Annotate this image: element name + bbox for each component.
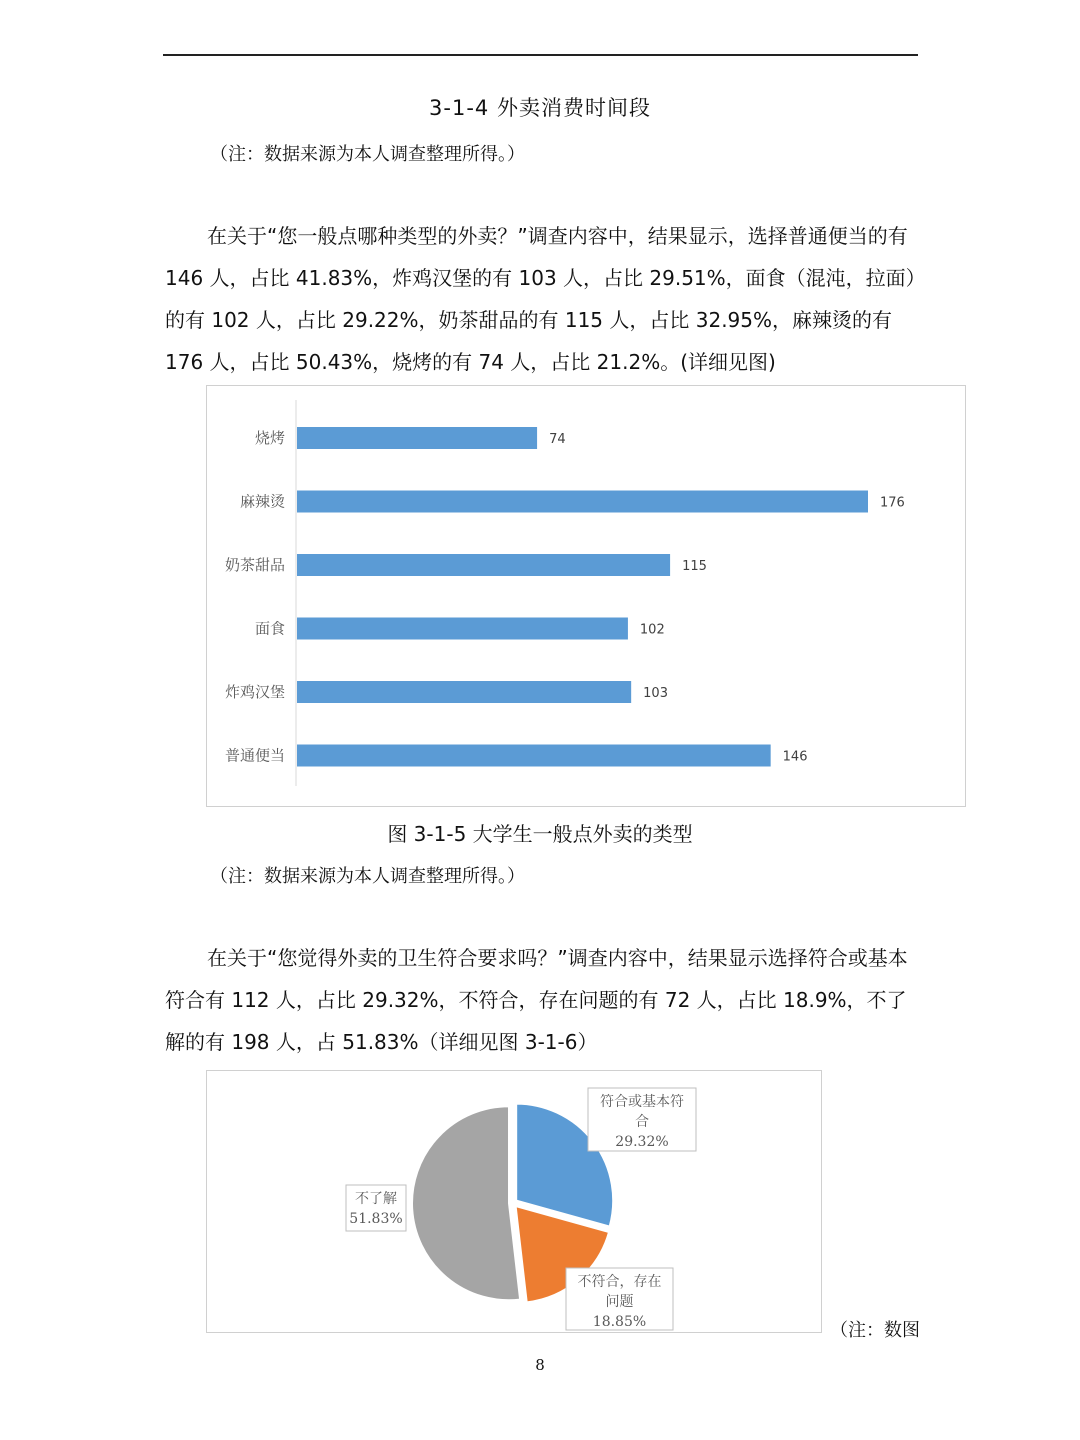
bar-value-label: 103: [643, 686, 668, 701]
figure-caption: 图 3-1-5 大学生一般点外卖的类型: [387, 822, 693, 846]
bar: [297, 745, 771, 767]
pie-chart-frame: [206, 1070, 822, 1333]
pie-data-label: 合: [635, 1114, 649, 1130]
bar-category-label: 烧烤: [254, 429, 285, 447]
paragraph-1: [165, 215, 917, 383]
trailing-note: （注：数图: [830, 1320, 920, 1341]
pie-data-label: 51.83%: [349, 1211, 403, 1227]
pie-data-label: 符合或基本符: [600, 1094, 684, 1110]
pie-chart: [207, 1071, 821, 1332]
bar-value-label: 102: [639, 622, 665, 638]
bar: [297, 618, 628, 640]
bar: [297, 491, 868, 513]
bar-category-label: 炸鸡汉堡: [224, 683, 285, 701]
header-rule: [163, 54, 918, 56]
bar-value-label: 115: [682, 559, 707, 574]
pie-data-label: 不符合，存在: [577, 1274, 662, 1290]
bar-category-label: 面食: [254, 619, 285, 638]
section-title: 3-1-4 外卖消费时间段: [429, 96, 651, 120]
pie-slice: [412, 1106, 520, 1300]
bar-category-label: 普通便当: [224, 746, 285, 765]
paragraph-2-text: 在关于“您觉得外卖的卫生符合要求吗？”调查内容中，结果显示选择符合或基本符合有 112 人，占比 29.32%，不符合，存在问题的有 72 人，占比 18.9%，不了解的有 198 人，占 51.83%（详细见图 3-1-6）: [165, 946, 908, 1054]
bar: [297, 554, 670, 576]
bar: [297, 681, 631, 703]
bar-value-label: 146: [782, 749, 808, 765]
data-source-note: （注：数据来源为本人调查整理所得。）: [210, 144, 525, 165]
page-number: 8: [535, 1356, 545, 1374]
bar-value-label: 74: [549, 432, 566, 447]
figure-source-note: （注：数据来源为本人调查整理所得。）: [210, 866, 525, 887]
bar-chart: [207, 386, 965, 806]
bar-chart-frame: [206, 385, 966, 807]
pie-data-label: 不了解: [355, 1191, 397, 1207]
bar-value-label: 176: [880, 495, 905, 511]
bar-category-label: 奶茶甜品: [224, 556, 285, 574]
bar-category-label: 麻辣烫: [239, 492, 285, 511]
bar: [297, 427, 537, 449]
pie-data-label: 18.85%: [592, 1314, 647, 1330]
paragraph-1-text: 在关于“您一般点哪种类型的外卖？”调查内容中，结果显示，选择普通便当的有 146 人，占比 41.83%，炸鸡汉堡的有 103 人，占比 29.51%，面食（混沌，拉面）的有 102 人，占比 29.22%，奶茶甜品的有 115 人，占比 32.95%，麻辣烫的有 176 人，占比 50.43%，烧烤的有 74 人，占比 21.2%。(详细见图): [165, 224, 916, 374]
pie-data-label: 29.32%: [615, 1134, 669, 1150]
pie-data-label: 问题: [605, 1294, 634, 1310]
paragraph-2: [165, 937, 917, 1063]
